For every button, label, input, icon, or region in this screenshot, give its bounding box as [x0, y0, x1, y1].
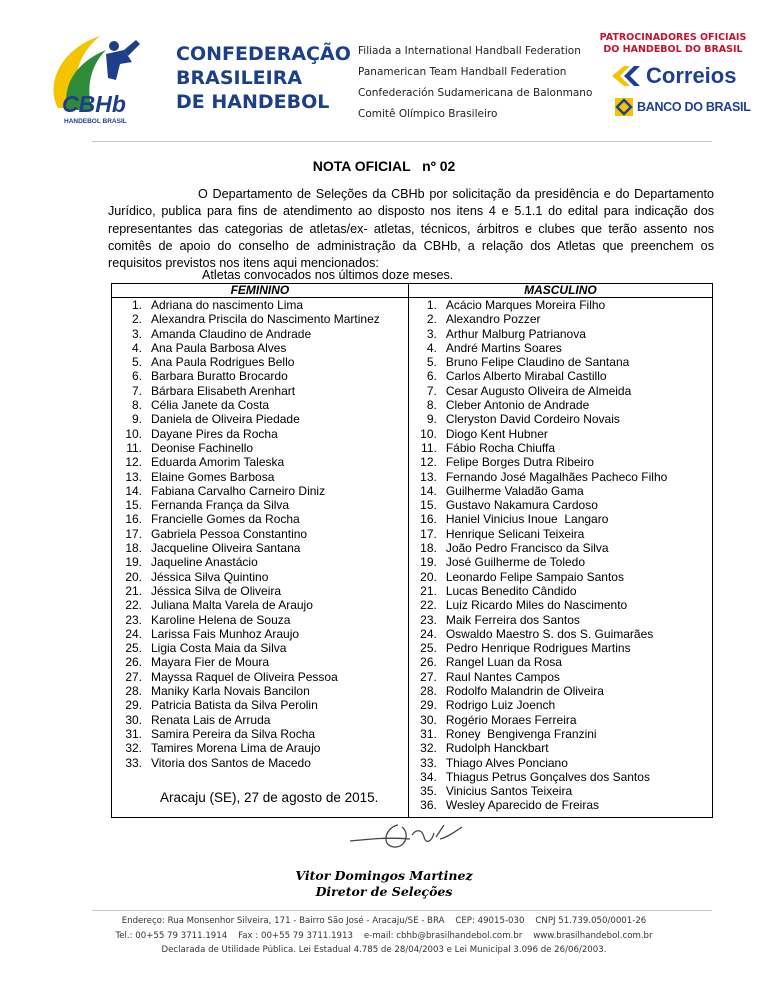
item-number: 8. — [131, 398, 142, 413]
correios-icon — [610, 62, 644, 90]
list-item — [409, 312, 712, 326]
item-number: 32. — [125, 741, 142, 756]
item-number: 20. — [420, 569, 437, 584]
item-number: 7. — [131, 383, 142, 398]
athlete-name: Felipe Borges Dutra Ribeiro — [445, 455, 594, 470]
item-number: 5. — [131, 355, 142, 370]
list-item — [112, 756, 408, 770]
list-item — [112, 327, 408, 341]
athlete-name: Maniky Karla Novais Bancilon — [151, 684, 310, 699]
item-number: 27. — [420, 669, 437, 684]
item-number: 23. — [125, 612, 142, 627]
athlete-name: Cleryston David Cordeiro Novais — [445, 412, 620, 427]
footer-divider — [92, 910, 712, 911]
item-number: 22. — [420, 598, 437, 613]
list-item — [112, 455, 408, 469]
item-number: 35. — [420, 784, 437, 799]
athlete-name: Fernanda França da Silva — [151, 498, 290, 513]
list-item — [112, 527, 408, 541]
item-number: 13. — [420, 469, 437, 484]
item-number: 3. — [426, 326, 437, 341]
item-number: 30. — [125, 712, 142, 727]
list-item — [409, 341, 712, 355]
athlete-name: Haniel Vinicius Inoue Langaro — [445, 512, 609, 527]
athlete-name: Gabriela Pessoa Constantino — [151, 526, 308, 541]
list-item — [112, 384, 408, 398]
list-item — [409, 455, 712, 469]
list-item — [112, 641, 408, 655]
item-number: 19. — [125, 555, 142, 570]
athlete-name: Rangel Luan da Rosa — [445, 655, 562, 670]
correios-wordmark: Correios — [646, 63, 737, 88]
list-item — [409, 655, 712, 669]
footer — [0, 914, 768, 958]
list-item — [409, 498, 712, 512]
item-number: 1. — [426, 298, 437, 312]
list-item — [112, 698, 408, 712]
athlete-name: Mayara Fier de Moura — [151, 655, 270, 670]
list-item — [409, 555, 712, 569]
list-item — [409, 412, 712, 426]
item-number: 9. — [426, 412, 437, 427]
list-item — [112, 555, 408, 569]
list-item — [112, 427, 408, 441]
footer-contact: Tel.: 00+55 79 3711.1914 Fax : 00+55 79 3711.1913 e-mail: cbhb@brasilhandebol.com.br www.brasilhandebol.com.br — [115, 930, 653, 941]
list-item — [409, 527, 712, 541]
item-number: 29. — [420, 698, 437, 713]
signature-image — [340, 815, 470, 855]
athlete-name: Rogério Moraes Ferreira — [445, 712, 577, 727]
athlete-name: Cesar Augusto Oliveira de Almeida — [445, 383, 632, 398]
list-item — [409, 512, 712, 526]
item-number: 16. — [420, 512, 437, 527]
item-number: 36. — [420, 798, 437, 813]
athlete-name: Rudolph Hanckbart — [445, 741, 549, 756]
athlete-name: Guilherme Valadão Gama — [445, 483, 584, 498]
athlete-name: Deonise Fachinello — [151, 440, 254, 455]
list-item — [112, 341, 408, 355]
athlete-name: Diogo Kent Hubner — [445, 426, 548, 441]
list-item — [112, 655, 408, 669]
athlete-name: André Martins Soares — [445, 340, 562, 355]
list-item — [112, 741, 408, 755]
list-item — [112, 312, 408, 326]
list-item — [112, 412, 408, 426]
list-item — [409, 713, 712, 727]
list-item — [409, 584, 712, 598]
athlete-name: Henrique Selicani Teixeira — [445, 526, 585, 541]
item-number: 17. — [420, 526, 437, 541]
athlete-name: João Pedro Francisco da Silva — [445, 541, 609, 556]
list-item — [409, 355, 712, 369]
athlete-name: Vitoria dos Santos de Macedo — [151, 755, 311, 770]
item-number: 22. — [125, 598, 142, 613]
list-item — [409, 298, 712, 312]
athlete-name: Arthur Malburg Patrianova — [445, 326, 586, 341]
athlete-name: Gustavo Nakamura Cardoso — [445, 498, 598, 513]
item-number: 14. — [125, 483, 142, 498]
item-number: 13. — [125, 469, 142, 484]
list-item — [409, 798, 712, 812]
athlete-name: Alexandra Priscila do Nascimento Martinez — [151, 312, 380, 327]
athlete-name: Lucas Benedito Cândido — [445, 583, 577, 598]
item-number: 14. — [420, 483, 437, 498]
item-number: 21. — [420, 583, 437, 598]
list-item — [409, 770, 712, 784]
item-number: 12. — [420, 455, 437, 470]
athlete-name: Rodolfo Malandrin de Oliveira — [445, 684, 604, 699]
document-title: NOTA OFICIAL nº 02 — [312, 158, 456, 174]
athlete-name: Eduarda Amorim Taleska — [151, 455, 285, 470]
athlete-name: Maik Ferreira dos Santos — [445, 612, 580, 627]
list-item — [409, 670, 712, 684]
header-divider — [92, 141, 712, 142]
item-number: 23. — [420, 612, 437, 627]
list-item — [409, 541, 712, 555]
affiliation-line: Filiada a International Handball Federation — [358, 45, 581, 57]
item-number: 19. — [420, 555, 437, 570]
item-number: 2. — [426, 312, 437, 327]
list-item — [409, 641, 712, 655]
intro-text: O Departamento de Seleções da CBHb por solicitação da presidência e do Departamento Jurídico, publica para fins de atendimento ao disposto nos itens 4 e 5.1.1 do edital para indicação dos representantes das categorias de atletas/ex- atletas, técnicos, árbitros e clubes que terão assento nos comitês de apoio do conselho de administração da CBHb, a relação dos Atletas que preenchem os requisitos previstos nos itens aqui mencionados: — [108, 187, 714, 271]
athletes-table — [111, 283, 713, 818]
org-name-line: CONFEDERAÇÃO — [176, 43, 351, 65]
athlete-name: Fabiana Carvalho Carneiro Diniz — [151, 483, 326, 498]
item-number: 26. — [420, 655, 437, 670]
list-item — [112, 512, 408, 526]
athlete-name: Bárbara Elisabeth Arenhart — [151, 383, 296, 398]
athlete-name: Oswaldo Maestro S. dos S. Guimarães — [445, 626, 654, 641]
athlete-name: Vinicius Santos Teixeira — [445, 784, 573, 799]
athlete-name: José Guilherme de Toledo — [445, 555, 586, 570]
list-item — [112, 670, 408, 684]
list-item — [409, 684, 712, 698]
list-item — [112, 627, 408, 641]
item-number: 17. — [125, 526, 142, 541]
athlete-name: Thiago Alves Ponciano — [445, 755, 568, 770]
athlete-name: Cleber Antonio de Andrade — [445, 398, 590, 413]
athlete-name: Karoline Helena de Souza — [151, 612, 291, 627]
athlete-name: Pedro Henrique Rodrigues Martins — [445, 641, 631, 656]
feminino-list — [112, 298, 409, 818]
athlete-name: Roney Bengivenga Franzini — [445, 726, 597, 741]
item-number: 6. — [131, 369, 142, 384]
athlete-name: Raul Nantes Campos — [445, 669, 560, 684]
list-item — [409, 384, 712, 398]
list-item — [409, 698, 712, 712]
footer-address: Endereço: Rua Monsenhor Silveira, 171 - Bairro São José - Aracaju/SE - BRA CEP: 49015-030 CNPJ 51.739.050/0001-26 — [121, 916, 647, 926]
item-number: 15. — [125, 498, 142, 513]
athlete-name: Ligia Costa Maia da Silva — [151, 641, 287, 656]
item-number: 15. — [420, 498, 437, 513]
correios-logo — [610, 62, 750, 90]
list-item — [409, 613, 712, 627]
list-item — [112, 613, 408, 627]
athlete-name: Patricia Batista da Silva Perolin — [151, 698, 318, 713]
athlete-name: Barbara Buratto Brocardo — [151, 369, 288, 384]
item-number: 6. — [426, 369, 437, 384]
logo-wordmark: CBHb — [62, 91, 126, 117]
list-item — [112, 713, 408, 727]
list-item — [409, 441, 712, 455]
athlete-name: Luiz Ricardo Miles do Nascimento — [445, 598, 628, 613]
item-number: 27. — [125, 669, 142, 684]
list-item — [409, 484, 712, 498]
affiliations — [358, 41, 592, 125]
list-item — [409, 470, 712, 484]
item-number: 33. — [125, 755, 142, 770]
list-item — [112, 541, 408, 555]
athlete-name: Alexandro Pozzer — [445, 312, 541, 327]
item-number: 34. — [420, 769, 437, 784]
item-number: 4. — [131, 340, 142, 355]
item-number: 26. — [125, 655, 142, 670]
athlete-name: Acácio Marques Moreira Filho — [445, 298, 606, 312]
athlete-name: Célia Janete da Costa — [151, 398, 270, 413]
list-item — [409, 327, 712, 341]
athlete-name: Carlos Alberto Mirabal Castillo — [445, 369, 607, 384]
athlete-name: Adriana do nascimento Lima — [151, 298, 304, 312]
athlete-name: Leonardo Felipe Sampaio Santos — [445, 569, 624, 584]
item-number: 16. — [125, 512, 142, 527]
bb-wordmark: BANCO DO BRASIL — [637, 100, 751, 114]
organization-name — [176, 42, 351, 114]
place-date: Aracaju (SE), 27 de agosto de 2015. — [160, 790, 379, 805]
athlete-name: Renata Lais de Arruda — [151, 712, 271, 727]
athlete-name: Mayssa Raquel de Oliveira Pessoa — [151, 669, 338, 684]
cbhb-logo — [28, 28, 158, 126]
item-number: 3. — [131, 326, 142, 341]
footer-declaration: Declarada de Utilidade Pública. Lei Estadual 4.785 de 28/04/2003 e Lei Municipal 3.096 de 26/06/2003. — [161, 945, 607, 955]
athlete-name: Jéssica Silva Quintino — [151, 569, 269, 584]
list-item — [112, 498, 408, 512]
athlete-name: Juliana Malta Varela de Araujo — [151, 598, 313, 613]
athlete-name: Fábio Rocha Chiuffa — [445, 440, 556, 455]
athlete-name: Ana Paula Rodrigues Bello — [151, 355, 295, 370]
list-item — [409, 369, 712, 383]
list-item — [112, 484, 408, 498]
signer-role: Diretor de Seleções — [315, 884, 453, 899]
athlete-name: Daniela de Oliveira Piedade — [151, 412, 300, 427]
list-item — [112, 584, 408, 598]
item-number: 21. — [125, 583, 142, 598]
athlete-name: Jéssica Silva de Oliveira — [151, 583, 282, 598]
athlete-name: Fernando José Magalhães Pacheco Filho — [445, 469, 668, 484]
athlete-name: Larissa Fais Munhoz Araujo — [151, 626, 300, 641]
affiliation-line: Comitê Olímpico Brasileiro — [358, 108, 498, 120]
list-item — [409, 784, 712, 798]
list-item — [112, 298, 408, 312]
athlete-name: Jaqueline Anastácio — [151, 555, 258, 570]
affiliation-line: Panamerican Team Handball Federation — [358, 66, 567, 78]
list-item — [409, 598, 712, 612]
affiliation-line: Confederación Sudamericana de Balonmano — [358, 87, 593, 99]
list-item — [112, 727, 408, 741]
athlete-name: Wesley Aparecido de Freiras — [445, 798, 600, 813]
list-item — [112, 570, 408, 584]
org-name-line: DE HANDEBOL — [176, 91, 330, 113]
item-number: 2. — [131, 312, 142, 327]
item-number: 8. — [426, 398, 437, 413]
item-number: 24. — [125, 626, 142, 641]
item-number: 24. — [420, 626, 437, 641]
logo-subtext: HANDEBOL BRASIL — [64, 118, 127, 125]
list-item — [112, 684, 408, 698]
org-name-line: BRASILEIRA — [176, 67, 303, 89]
athlete-name: Samira Pereira da Silva Rocha — [151, 726, 316, 741]
list-item — [112, 470, 408, 484]
item-number: 4. — [426, 340, 437, 355]
athlete-name: Francielle Gomes da Rocha — [151, 512, 300, 527]
signer-name: Vitor Domingos Martinez — [295, 868, 473, 883]
item-number: 7. — [426, 383, 437, 398]
list-item — [409, 398, 712, 412]
bb-icon — [615, 98, 633, 116]
athlete-name: Dayane Pires da Rocha — [151, 426, 278, 441]
banco-do-brasil-logo — [615, 98, 755, 120]
item-number: 33. — [420, 755, 437, 770]
list-item — [409, 756, 712, 770]
item-number: 11. — [126, 440, 142, 455]
item-number: 10. — [125, 426, 142, 441]
list-item — [112, 355, 408, 369]
list-item — [112, 441, 408, 455]
feminino-header: FEMININO — [112, 284, 409, 298]
item-number: 31. — [420, 726, 437, 741]
item-number: 25. — [420, 641, 437, 656]
masculino-list — [408, 298, 712, 818]
athlete-name: Elaine Gomes Barbosa — [151, 469, 275, 484]
item-number: 29. — [125, 698, 142, 713]
list-item — [409, 727, 712, 741]
athlete-name: Bruno Felipe Claudino de Santana — [445, 355, 630, 370]
list-item — [409, 427, 712, 441]
list-item — [112, 598, 408, 612]
athlete-name: Jacqueline Oliveira Santana — [151, 541, 301, 556]
sponsor-title: PATROCINADORES OFICIAIS DO HANDEBOL DO BRASIL — [599, 32, 747, 55]
item-number: 9. — [131, 412, 142, 427]
athlete-name: Thiagus Petrus Gonçalves dos Santos — [445, 769, 650, 784]
athlete-name: Rodrigo Luiz Joench — [445, 698, 556, 713]
athlete-name: Amanda Claudino de Andrade — [151, 326, 312, 341]
list-item — [409, 570, 712, 584]
item-number: 28. — [125, 684, 142, 699]
item-number: 5. — [426, 355, 437, 370]
list-item — [409, 627, 712, 641]
item-number: 12. — [125, 455, 142, 470]
item-number: 28. — [420, 684, 437, 699]
list-item — [112, 398, 408, 412]
intro-paragraph — [108, 186, 714, 272]
item-number: 10. — [420, 426, 437, 441]
item-number: 30. — [420, 712, 437, 727]
masculino-header: MASCULINO — [408, 284, 712, 298]
item-number: 32. — [420, 741, 437, 756]
item-number: 18. — [420, 541, 437, 556]
item-number: 31. — [125, 726, 142, 741]
athlete-name: Ana Paula Barbosa Alves — [151, 340, 287, 355]
item-number: 20. — [125, 569, 142, 584]
item-number: 1. — [131, 298, 142, 312]
list-item — [112, 369, 408, 383]
item-number: 25. — [125, 641, 142, 656]
athlete-name: Tamires Morena Lima de Araujo — [151, 741, 321, 756]
list-item — [409, 741, 712, 755]
item-number: 18. — [125, 541, 142, 556]
item-number: 11. — [421, 440, 437, 455]
list-subheading: Atletas convocados nos últimos doze meses. — [202, 268, 454, 282]
